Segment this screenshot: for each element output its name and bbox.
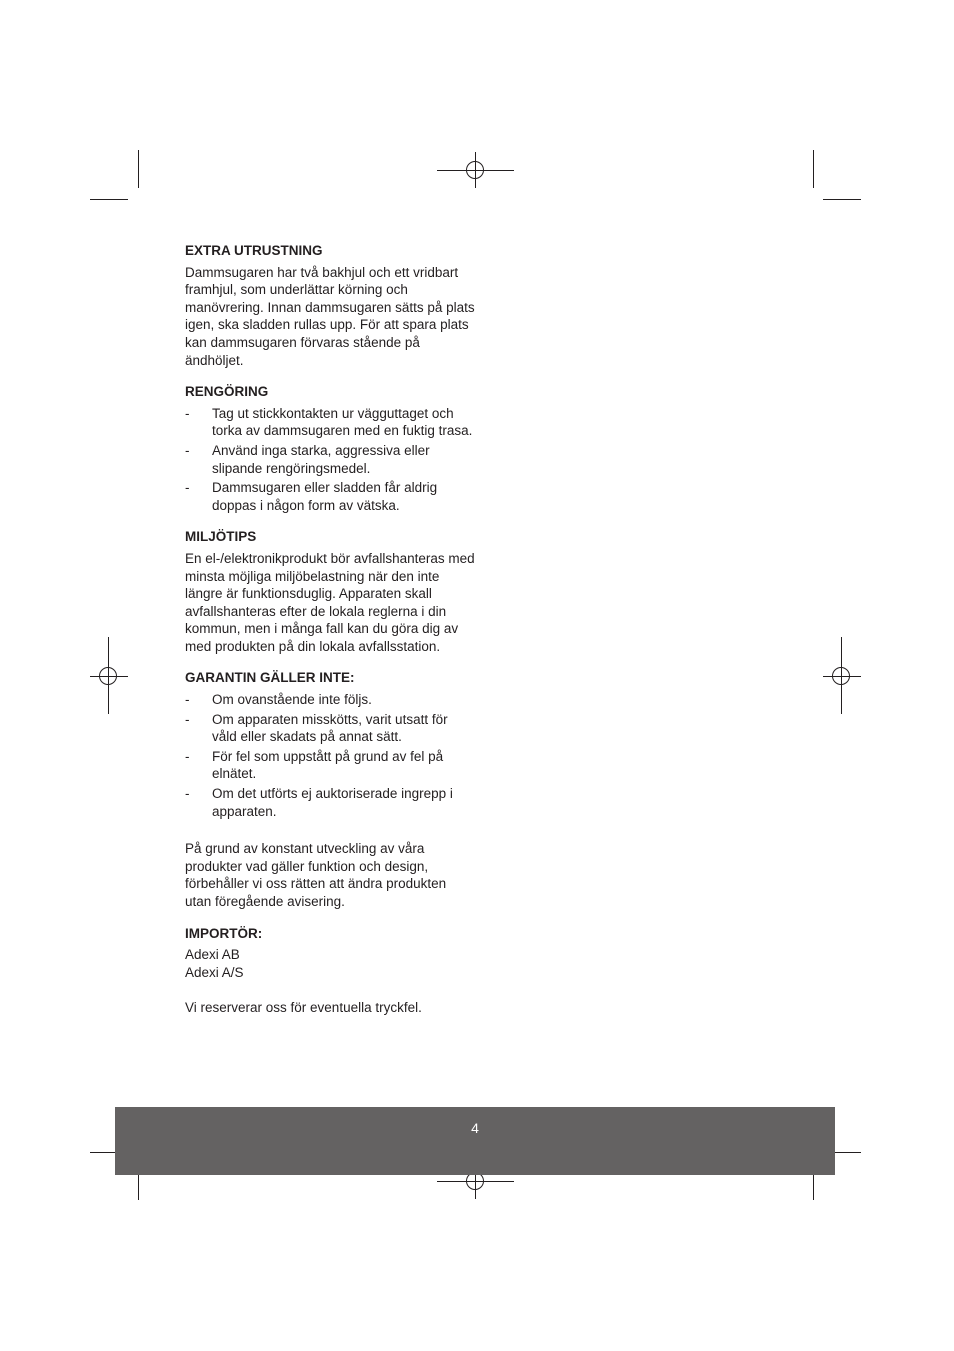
section-heading: GARANTIN GÄLLER INTE: [185,670,355,686]
bullet-list [185,691,475,820]
list-item-text: Tag ut stickkontakten ur vägguttaget och torka av dammsugaren med en fuktig trasa. [212,405,473,439]
importer-line: Adexi AB [185,947,240,963]
section-garanti [185,669,475,910]
section-heading: MILJÖTIPS [185,529,257,545]
list-item [185,711,475,746]
disclaimer-paragraph: På grund av konstant utveckling av våra produkter vad gäller funktion och design, förbehåller vi oss rätten att ändra produkten utan föregående avisering. [185,841,447,909]
list-item [185,785,475,820]
section-paragraph: En el-/elektronikprodukt bör avfallshanteras med minsta möjliga miljöbelastning när den inte längre är funktionsduglig. Apparaten skall avfallshanteras efter de lokala reglerna i din kommun, men i många fall kan du göra dig av med produkten på din lokala avfallsstation. [185,550,475,654]
dash-bullet: - [185,405,190,421]
dash-bullet: - [185,748,190,764]
dash-bullet: - [185,480,190,496]
section-rengoring [185,383,475,514]
crop-mark-top-right-v [813,150,814,188]
section-heading: RENGÖRING [185,384,269,400]
list-item-text: Om apparaten misskötts, varit utsatt för våld eller skadats på annat sätt. [212,711,448,745]
section-heading: IMPORTÖR: [185,925,263,941]
list-item [185,442,475,477]
list-item-text: Om det utförts ej auktoriserade ingrepp i apparaten. [212,786,453,819]
list-item [185,691,475,709]
list-item-text: Dammsugaren eller sladden får aldrig doppas i någon form av vätska. [212,480,438,513]
list-item [185,405,475,440]
list-item [185,479,475,514]
section-paragraph: Dammsugaren har två bakhjul och ett vridbart framhjul, som underlättar körning och manövrering. Innan dammsugaren sätts på plats igen, ska sladden rullas upp. För att spara plats kan dammsugaren förvaras stående på ändhöljet. [185,264,475,368]
list-item-text: Använd inga starka, aggressiva eller slipande rengöringsmedel. [212,442,430,476]
dash-bullet: - [185,711,190,727]
dash-bullet: - [185,692,190,708]
dash-bullet: - [185,442,190,458]
misprint-notice: Vi reserverar oss för eventuella tryckfel. [185,1000,422,1016]
dash-bullet: - [185,786,190,802]
manual-text-column [185,242,475,1031]
crop-mark-top-left-h [90,199,128,200]
section-miljotips [185,528,475,655]
importer-line: Adexi A/S [185,964,244,980]
section-heading: EXTRA UTRUSTNING [185,243,323,258]
footer-band [115,1107,835,1175]
list-item-text: För fel som uppstått på grund av fel på elnätet. [212,748,444,782]
list-item [185,748,475,783]
section-extra-utrustning [185,242,475,369]
bullet-list [185,405,475,515]
section-importor [185,925,475,1017]
crop-mark-top-left-v [138,150,139,188]
page-number: 4 [471,1120,479,1136]
list-item-text: Om ovanstående inte följs. [212,692,372,708]
crop-mark-top-right-h [823,199,861,200]
